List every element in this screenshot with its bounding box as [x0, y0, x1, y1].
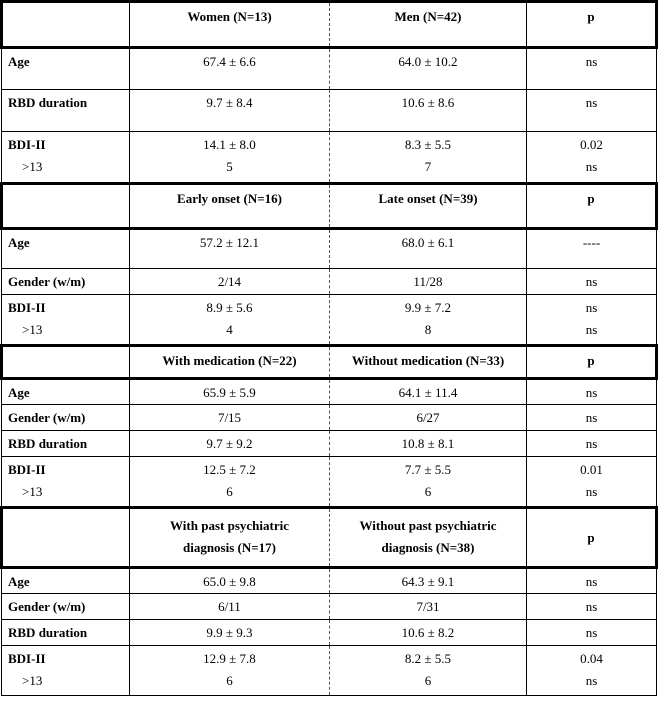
value-group-a-count: 6: [226, 673, 233, 688]
value-group-b: 11/28: [330, 269, 527, 295]
row-label: BDI-II: [8, 300, 46, 315]
value-p: ----: [527, 229, 657, 269]
header-empty-cell: [2, 184, 130, 229]
value-group-a-count: 5: [226, 159, 233, 174]
header-p: p: [527, 2, 657, 48]
section-header-row: [2, 184, 657, 229]
header-p: p: [527, 346, 657, 379]
value-group-b-count: 7: [424, 159, 432, 174]
value-group-b: 64.0 ± 10.2: [330, 48, 527, 90]
table-row: [2, 568, 657, 594]
value-p-cell: [527, 295, 657, 346]
value-group-a: 57.2 ± 12.1: [130, 229, 330, 269]
row-label: RBD duration: [2, 90, 130, 132]
value-group-a: 9.7 ± 8.4: [130, 90, 330, 132]
header-p: p: [527, 508, 657, 568]
value-group-a: 8.9 ± 5.6: [206, 300, 253, 315]
value-p-cell: [527, 646, 657, 696]
header-empty-cell: [2, 508, 130, 568]
value-p: ns: [527, 620, 657, 646]
value-p-count: ns: [585, 322, 598, 337]
value-p-cell: [527, 457, 657, 508]
table-row: [2, 646, 657, 696]
value-p-count: ns: [585, 673, 598, 688]
row-label-cell: [2, 132, 130, 184]
header-group-a: Early onset (N=16): [130, 184, 330, 229]
value-p-cell: [527, 132, 657, 184]
value-p: 0.01: [580, 462, 603, 477]
value-group-a: 67.4 ± 6.6: [130, 48, 330, 90]
section-header-row: [2, 346, 657, 379]
value-group-b-cell: [330, 132, 527, 184]
table-row: [2, 229, 657, 269]
value-group-a: 2/14: [130, 269, 330, 295]
table-row: [2, 457, 657, 508]
value-group-b: 10.8 ± 8.1: [330, 431, 527, 457]
header-group-a: With medication (N=22): [130, 346, 330, 379]
value-group-a-cell: [130, 457, 330, 508]
row-label: BDI-II: [8, 462, 46, 477]
value-group-b: 8.2 ± 5.5: [404, 651, 452, 666]
value-group-b: 68.0 ± 6.1: [330, 229, 527, 269]
value-p: 0.04: [580, 651, 603, 666]
value-group-b: 64.3 ± 9.1: [330, 568, 527, 594]
row-label: BDI-II: [8, 651, 46, 666]
table-row: [2, 431, 657, 457]
row-label: Gender (w/m): [2, 405, 130, 431]
value-p-count: ns: [585, 159, 598, 174]
section-header-row: [2, 508, 657, 568]
value-group-a: 12.5 ± 7.2: [203, 462, 256, 477]
value-group-b: 6/27: [330, 405, 527, 431]
value-group-b: 8.3 ± 5.5: [404, 137, 452, 152]
value-group-b: 7.7 ± 5.5: [404, 462, 452, 477]
section-header-row: [2, 2, 657, 48]
row-label: RBD duration: [2, 431, 130, 457]
value-group-b: 9.9 ± 7.2: [404, 300, 452, 315]
table-row: [2, 90, 657, 132]
header-group-a-line2: diagnosis (N=17): [182, 540, 276, 555]
row-label: Age: [2, 229, 130, 269]
row-label: BDI-II: [8, 137, 46, 152]
header-group-a-cell: [130, 508, 330, 568]
table-row: [2, 295, 657, 346]
header-group-b: Men (N=42): [330, 2, 527, 48]
row-label: Age: [2, 379, 130, 405]
value-group-b-count: 8: [424, 322, 432, 337]
value-p: ns: [527, 90, 657, 132]
value-p: ns: [527, 405, 657, 431]
row-sub-label: >13: [22, 322, 43, 337]
table-row: [2, 405, 657, 431]
value-group-a: 65.0 ± 9.8: [130, 568, 330, 594]
value-p: ns: [527, 568, 657, 594]
row-sub-label: >13: [22, 484, 43, 499]
header-group-a: With past psychiatric: [170, 518, 289, 533]
row-label-cell: [2, 295, 130, 346]
row-label: Gender (w/m): [2, 269, 130, 295]
value-group-a: 9.9 ± 9.3: [130, 620, 330, 646]
value-group-a-count: 4: [226, 322, 233, 337]
row-label-cell: [2, 646, 130, 696]
table-row: [2, 594, 657, 620]
table-row: [2, 132, 657, 184]
value-group-a: 6/11: [130, 594, 330, 620]
value-group-a-cell: [130, 646, 330, 696]
value-group-b: 10.6 ± 8.6: [330, 90, 527, 132]
header-group-b-cell: [330, 508, 527, 568]
value-group-b-count: 6: [424, 484, 432, 499]
row-sub-label: >13: [22, 159, 43, 174]
header-group-a: Women (N=13): [130, 2, 330, 48]
header-group-b-line2: diagnosis (N=38): [381, 540, 475, 555]
value-group-b-count: 6: [424, 673, 432, 688]
table-row: [2, 269, 657, 295]
value-group-a: 9.7 ± 9.2: [130, 431, 330, 457]
value-group-b-cell: [330, 646, 527, 696]
value-p: ns: [527, 48, 657, 90]
value-group-a-count: 6: [226, 484, 233, 499]
value-p: 0.02: [580, 137, 603, 152]
value-group-b-cell: [330, 457, 527, 508]
value-p-count: ns: [585, 484, 598, 499]
value-p: ns: [527, 379, 657, 405]
row-label-cell: [2, 457, 130, 508]
header-empty-cell: [2, 346, 130, 379]
row-label: Gender (w/m): [2, 594, 130, 620]
value-group-b: 64.1 ± 11.4: [330, 379, 527, 405]
value-group-b: 7/31: [330, 594, 527, 620]
value-group-a-cell: [130, 295, 330, 346]
value-group-a: 7/15: [130, 405, 330, 431]
header-group-b: Late onset (N=39): [330, 184, 527, 229]
value-group-b: 10.6 ± 8.2: [330, 620, 527, 646]
table-row: [2, 620, 657, 646]
table-row: [2, 379, 657, 405]
row-label: Age: [2, 568, 130, 594]
header-group-b: Without medication (N=33): [330, 346, 527, 379]
value-group-a-cell: [130, 132, 330, 184]
value-group-a: 14.1 ± 8.0: [203, 137, 256, 152]
row-label: RBD duration: [2, 620, 130, 646]
value-group-b-cell: [330, 295, 527, 346]
header-group-b: Without past psychiatric: [359, 518, 497, 533]
value-p: ns: [527, 431, 657, 457]
row-sub-label: >13: [22, 673, 43, 688]
value-p: ns: [585, 300, 598, 315]
header-empty-cell: [2, 2, 130, 48]
value-group-a: 12.9 ± 7.8: [203, 651, 256, 666]
value-group-a: 65.9 ± 5.9: [130, 379, 330, 405]
value-p: ns: [527, 269, 657, 295]
row-label: Age: [2, 48, 130, 90]
table-row: [2, 48, 657, 90]
value-p: ns: [527, 594, 657, 620]
header-p: p: [527, 184, 657, 229]
